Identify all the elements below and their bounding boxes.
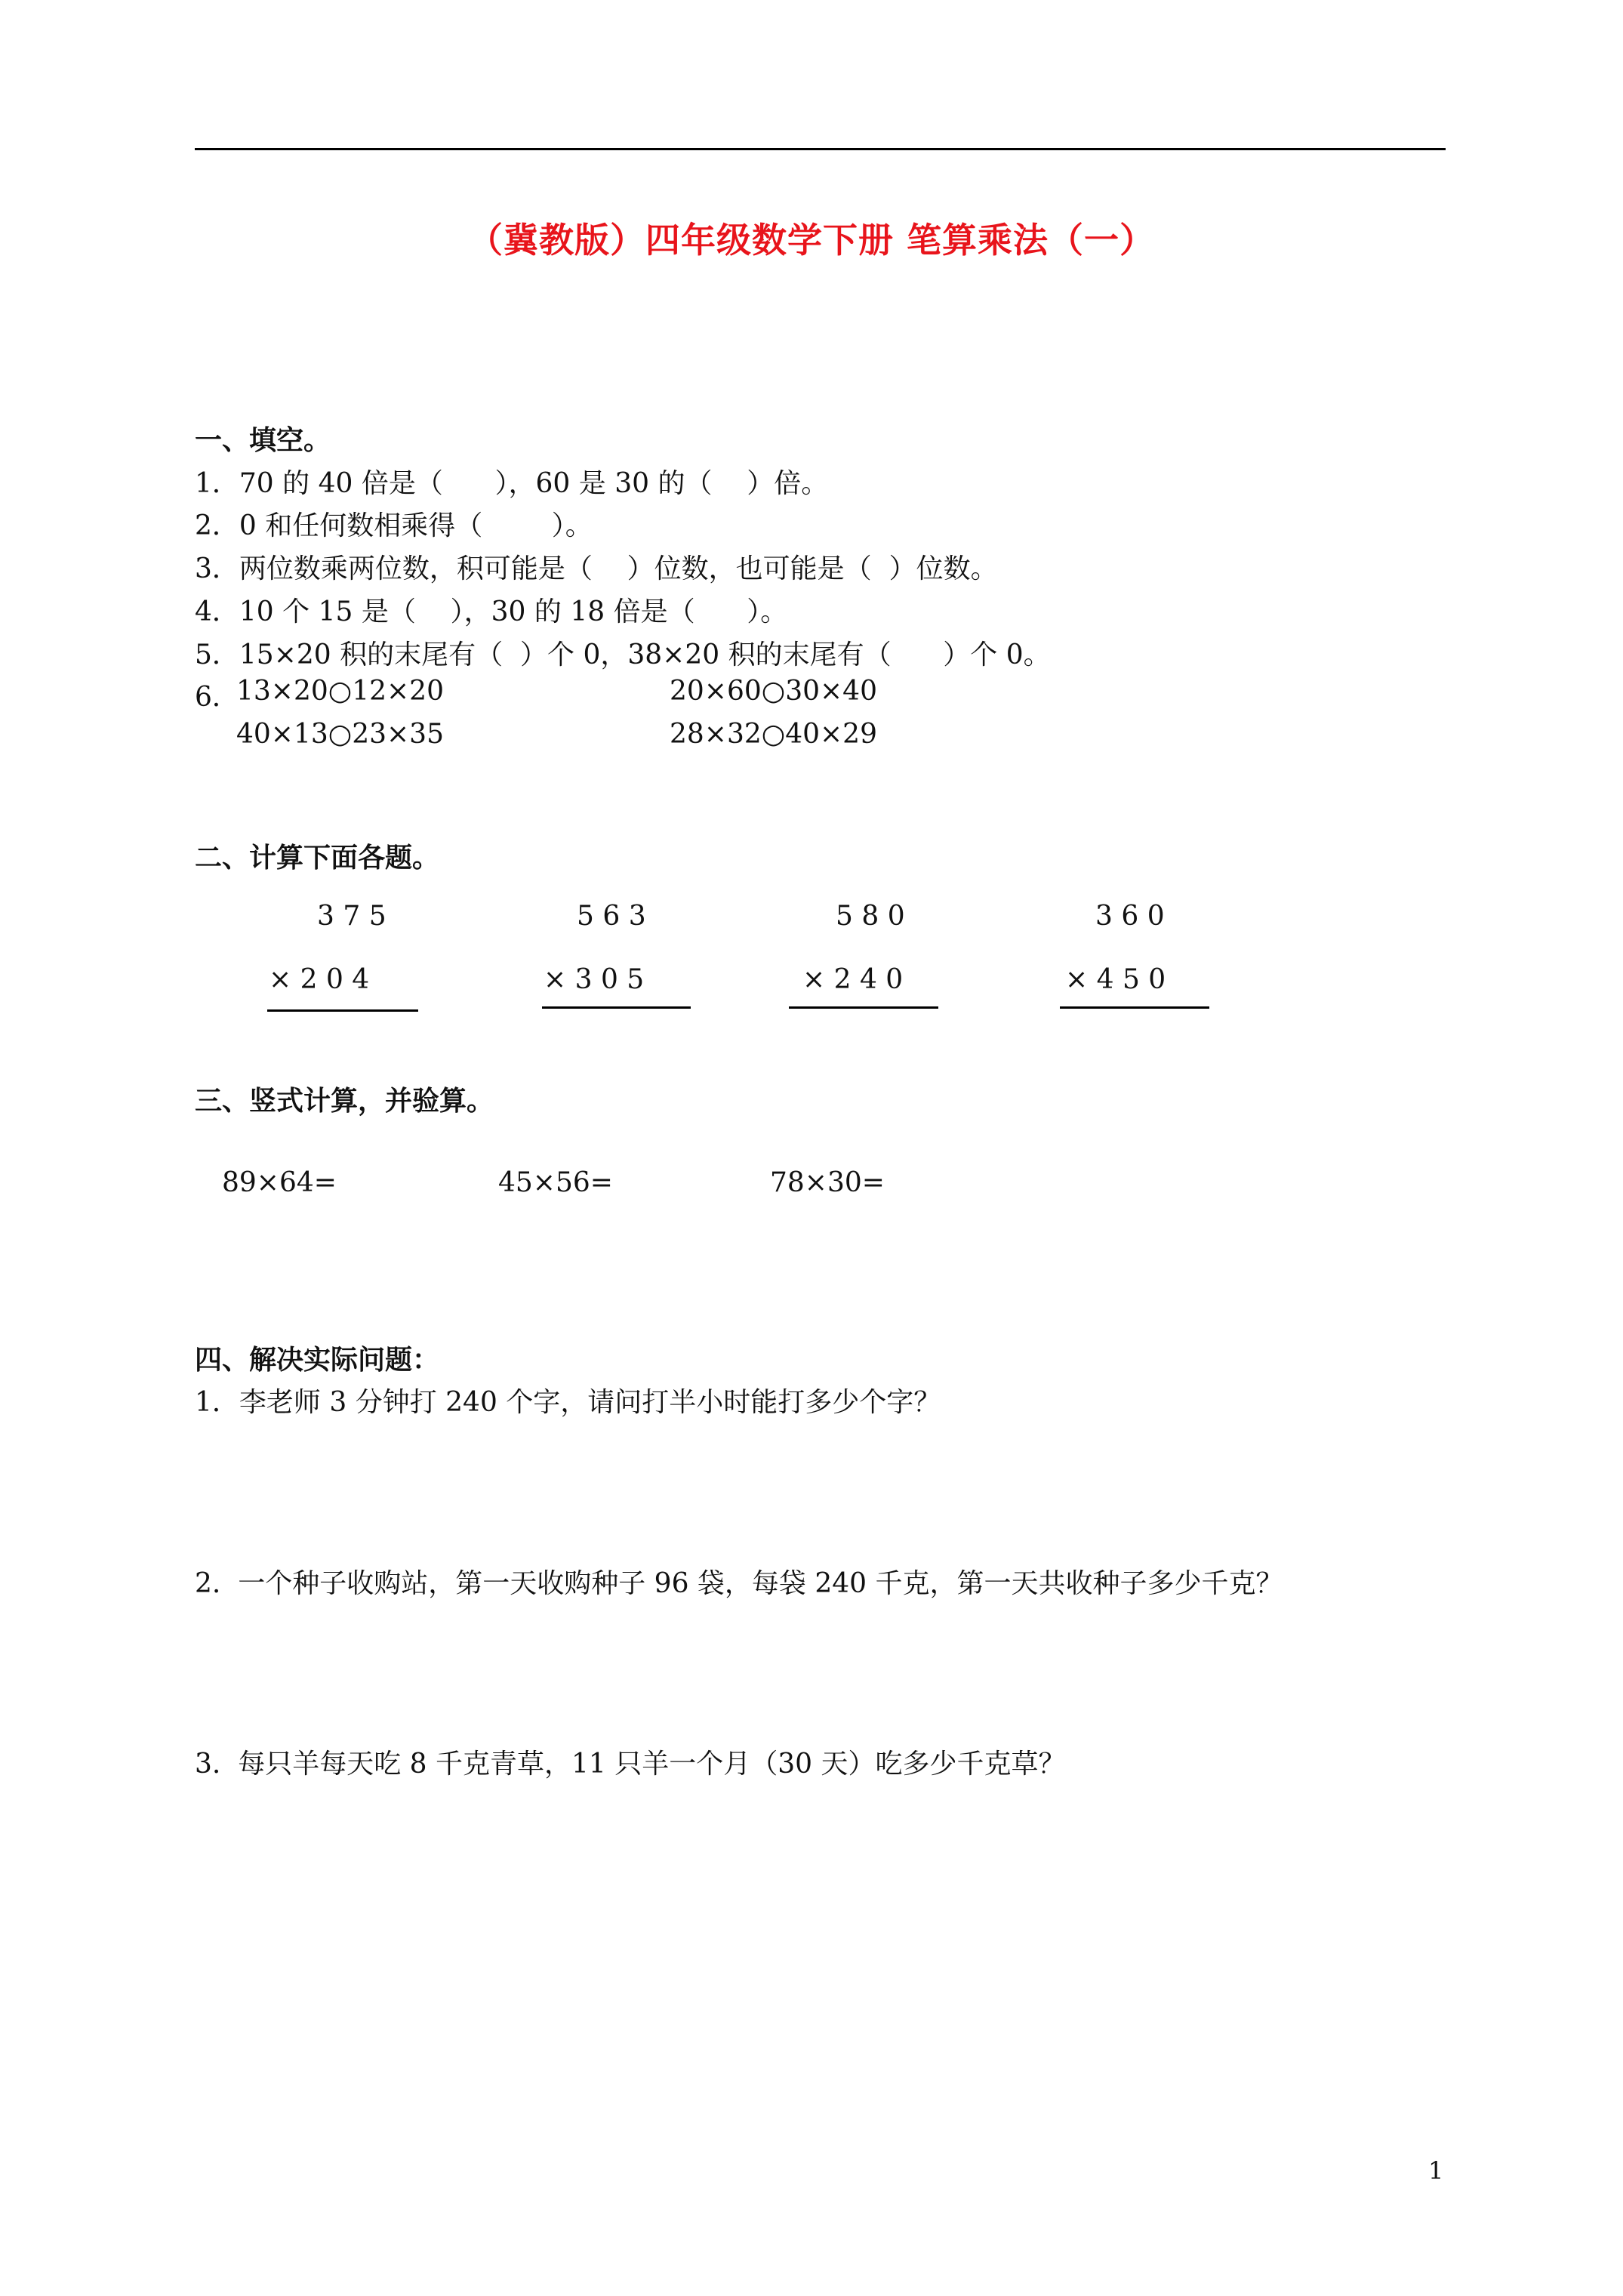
word-problem: 2. 一个种子收购站，第一天收购种子 96 袋，每袋 240 千克，第一天共收种子多少千克？ <box>195 1568 1283 1599</box>
answer-line <box>542 1006 691 1009</box>
multiplier: × 2 0 4 <box>269 964 370 995</box>
fill-blank-item: 5．15×20 积的末尾有（ ）个 0，38×20 积的末尾有（ ）个 0。 <box>195 639 1051 670</box>
compare-expression: 20×60○30×40 <box>670 676 877 707</box>
section4-heading: 四、解决实际问题： <box>195 1344 440 1376</box>
compare-expression: 13×20○12×20 <box>236 676 444 707</box>
multiplicand: 3 6 0 <box>1095 901 1165 932</box>
fill-blank-item: 1．70 的 40 倍是（ ），60 是 30 的（ ）倍。 <box>195 468 829 499</box>
word-problem: 3. 每只羊每天吃 8 千克青草，11 只羊一个月（30 天）吃多少千克草？ <box>195 1749 1066 1780</box>
answer-line <box>1060 1006 1209 1009</box>
word-problem: 1．李老师 3 分钟打 240 个字，请问打半小时能打多少个字？ <box>195 1387 941 1418</box>
multiplier: × 2 4 0 <box>802 964 904 995</box>
fill-blank-item: 2．0 和任何数相乘得（ ）。 <box>195 510 593 541</box>
answer-line <box>267 1009 418 1012</box>
header-rule <box>195 148 1446 150</box>
answer-line <box>789 1006 938 1009</box>
vertical-calc-problem: 89×64= <box>222 1167 337 1198</box>
multiplier: × 3 0 5 <box>544 964 645 995</box>
section3-heading: 三、竖式计算，并验算。 <box>195 1085 494 1117</box>
compare-expression: 28×32○40×29 <box>670 719 877 750</box>
fill-blank-item: 3．两位数乘两位数，积可能是（ ）位数，也可能是（ ）位数。 <box>195 553 998 584</box>
vertical-calc-problem: 45×56= <box>498 1167 613 1198</box>
section2-heading: 二、计算下面各题。 <box>195 842 440 874</box>
page-number: 1 <box>1428 2156 1444 2185</box>
multiplicand: 5 6 3 <box>577 901 646 932</box>
section1-heading: 一、填空。 <box>195 424 331 456</box>
fill-blank-item: 4．10 个 15 是（ ），30 的 18 倍是（ ）。 <box>195 596 788 627</box>
multiplier: × 4 5 0 <box>1065 964 1166 995</box>
compare-expression: 40×13○23×35 <box>236 719 444 750</box>
item6-number: 6． <box>195 682 239 713</box>
multiplicand: 3 7 5 <box>317 901 387 932</box>
multiplicand: 5 8 0 <box>836 901 905 932</box>
page-title: （冀教版）四年级数学下册 笔算乘法（一） <box>467 220 1155 260</box>
vertical-calc-problem: 78×30= <box>770 1167 885 1198</box>
